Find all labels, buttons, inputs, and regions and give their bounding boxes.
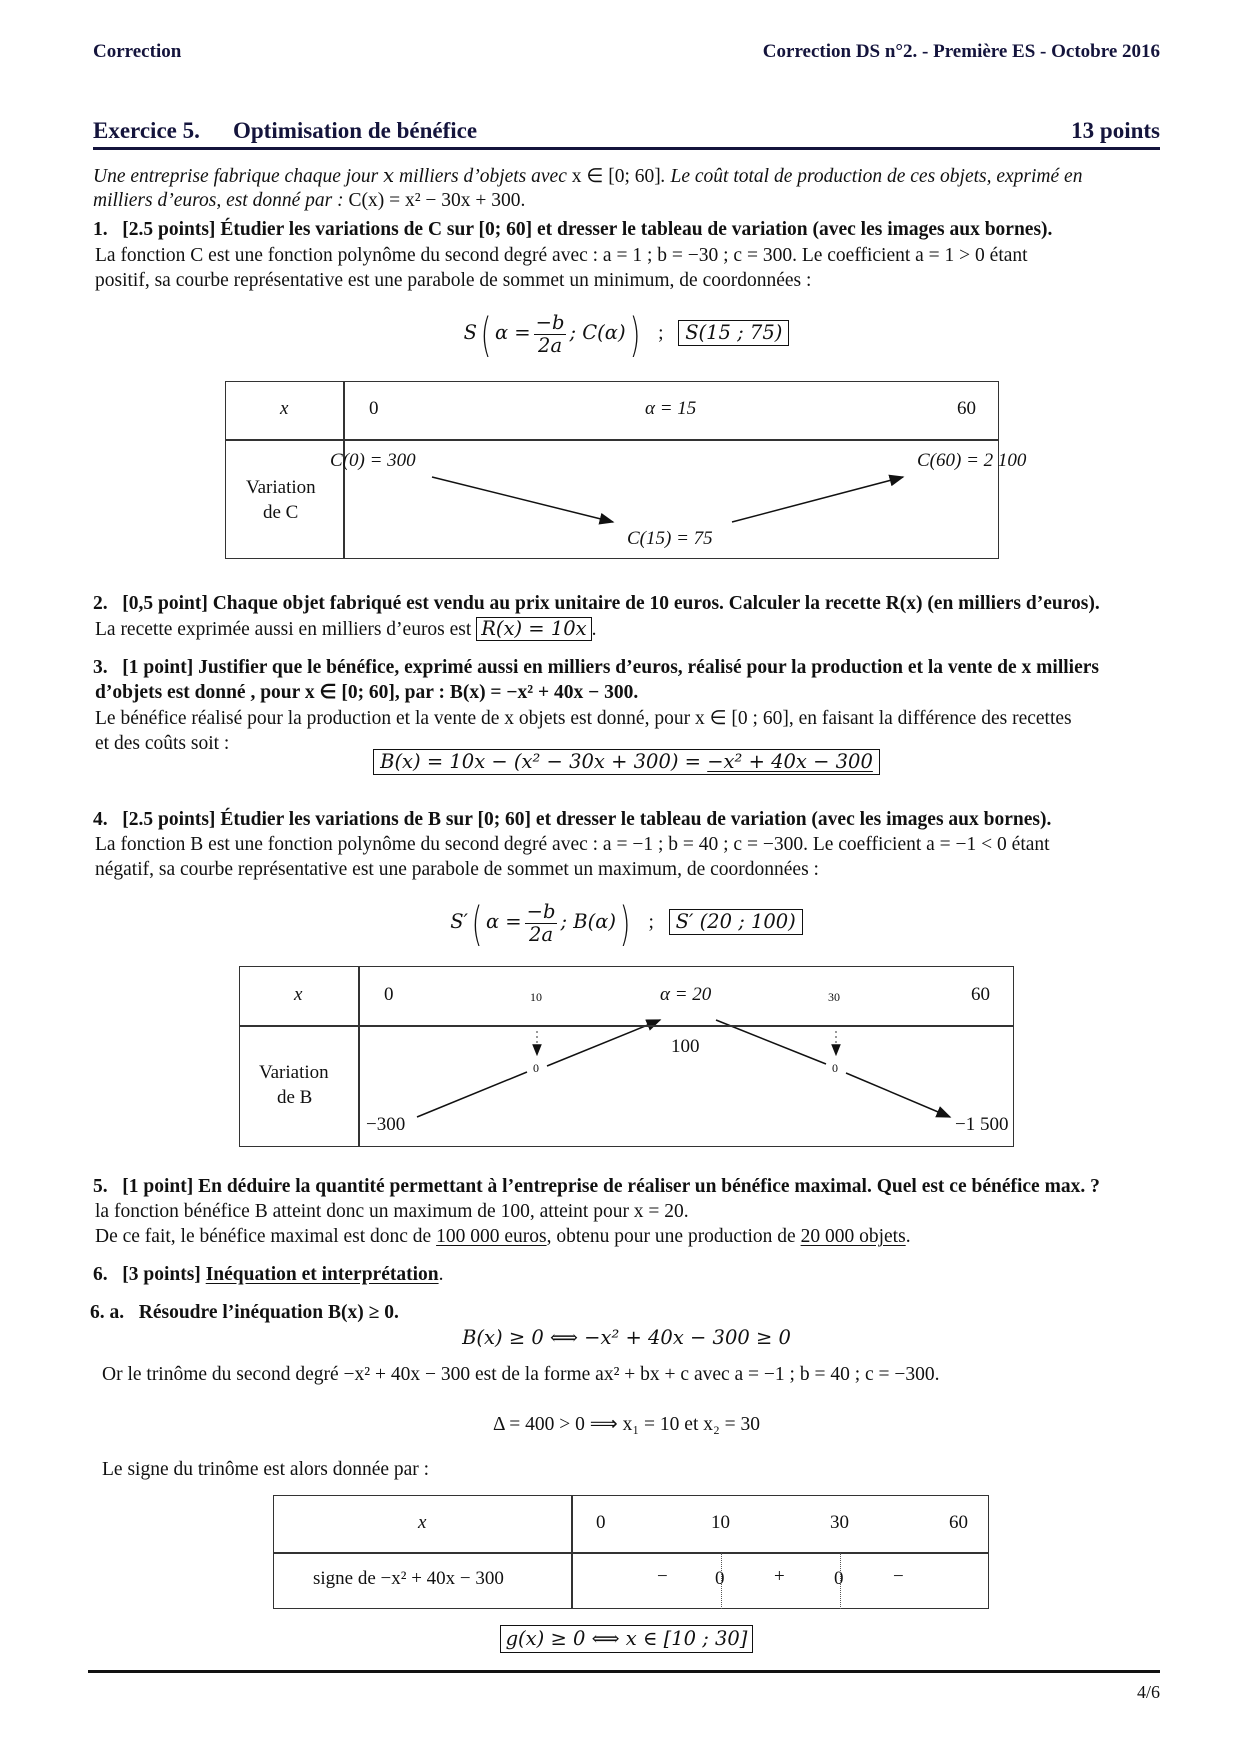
q2-question-text: Chaque objet fabriqué est vendu au prix unitaire de 10 euros. Calculer la recette R(x) (en milliers d’euros).: [212, 593, 1100, 614]
q6-equivalence: B(x) ≥ 0 ⟺ −x² + 40x − 300 ≥ 0: [462, 1326, 791, 1349]
table-b-max: 100: [671, 1036, 700, 1057]
sign-minus-1: −: [657, 1566, 668, 1587]
intro-var: x: [383, 164, 395, 187]
paren-open-icon: (: [471, 896, 483, 951]
q4-answer-1: La fonction B est une fonction polynôme du second degré avec : a = −1 ; b = 40 ; c = −300. Le coefficient a = −1 < 0 étant: [95, 834, 1050, 855]
table-b-x60: 60: [971, 984, 990, 1005]
q1-points: [2.5 points]: [122, 219, 216, 240]
table-b-x0: 0: [384, 984, 394, 1005]
q3-formula: [93, 749, 1160, 775]
q3-answer-2: et des coûts soit :: [95, 733, 230, 754]
table-b-start: −300: [366, 1114, 406, 1135]
q2-answer-text: La recette exprimée aussi en milliers d’euros est: [95, 619, 472, 640]
q4-points: [2.5 points]: [122, 809, 216, 830]
vertex-b-alpha: ; B(α): [560, 910, 616, 933]
table-c-x60: 60: [957, 398, 976, 419]
q6-delta-line: Δ = 400 > 0 ⟹ x₁ = 10 et x₂ = 30: [492, 1414, 761, 1435]
exercise-number: Exercice 5.: [93, 118, 200, 143]
q1-answer-1: La fonction C est une fonction polynôme du second degré avec : a = 1 ; b = −30 ; c = 300. Le coefficient a = 1 > 0 étant: [95, 245, 1028, 266]
sign-zero-1: 0: [715, 1568, 725, 1589]
q6-heading: [93, 1262, 1160, 1287]
q3-question-text: Justifier que le bénéfice, exprimé aussi en milliers d’euros, réalisé pour la production et la vente de x milliers: [198, 657, 1099, 678]
q5-question-text: En déduire la quantité permettant à l’entreprise de réaliser un bénéfice maximal. Quel est ce bénéfice max. ?: [198, 1176, 1100, 1197]
intro-text: milliers d’objets avec: [394, 166, 572, 187]
vertex-S-prime: S′: [450, 910, 468, 933]
sign-table-x10: 10: [711, 1512, 730, 1533]
q2-points: [0,5 point]: [122, 593, 208, 614]
header-left: Correction: [93, 41, 182, 62]
vertex-result-box: S(15 ; 75): [678, 320, 789, 346]
q6-label: 6.: [93, 1264, 108, 1285]
q5-question: [93, 1174, 1160, 1199]
table-c-start: C(0) = 300: [330, 450, 416, 471]
fraction-num: −b: [526, 900, 556, 924]
intro-text: . Le coût total de production de ces objets, exprimé en: [660, 166, 1083, 187]
table-b-zero-2: 0: [832, 1061, 838, 1075]
sign-table-row-label: signe de −x² + 40x − 300: [313, 1568, 504, 1589]
q3-points: [1 point]: [122, 657, 194, 678]
sign-zero-2: 0: [834, 1568, 844, 1589]
q2-answer: [95, 617, 1162, 642]
q6a-heading: [90, 1300, 1157, 1325]
q5-text: De ce fait, le bénéfice maximal est donc de: [95, 1226, 437, 1247]
table-c-x-label: x: [280, 398, 289, 419]
optimal-quantity: 20 000 objets: [800, 1226, 906, 1247]
sign-minus-2: −: [893, 1566, 904, 1587]
table-c-min: C(15) = 75: [627, 528, 713, 549]
paren-close-icon: ): [629, 307, 640, 362]
punct: .: [591, 619, 597, 640]
benefice-formula: B(x) = 10x − (x² − 30x + 300) =: [380, 750, 702, 773]
vertex-alpha: α =: [485, 910, 522, 933]
vertex-alpha: α =: [494, 321, 531, 344]
page-number: 4/6: [1136, 1682, 1160, 1702]
q6-points: [3 points]: [122, 1264, 201, 1285]
q4-label: 4.: [93, 809, 108, 830]
q4-answer-2: négatif, sa courbe représentative est une parabole de sommet un maximum, de coordonnées :: [95, 859, 819, 880]
q5-answer-1: la fonction bénéfice B atteint donc un maximum de 100, atteint pour x = 20.: [95, 1201, 689, 1222]
q6a-question: Résoudre l’inéquation B(x) ≥ 0.: [138, 1302, 399, 1323]
q4-vertex-formula: [93, 896, 1160, 951]
table-b-x-label: x: [294, 984, 303, 1005]
table-divider: [358, 967, 360, 1146]
q3-question-2: d’objets est donné , pour x ∈ [0; 60], par : B(x) = −x² + 40x − 300.: [95, 682, 639, 703]
q4-question-text: Étudier les variations de B sur [0; 60] et dresser le tableau de variation (avec les images aux bornes).: [220, 809, 1052, 830]
max-benefit: 100 000 euros: [436, 1226, 547, 1247]
vertex-result-box: S′ (20 ; 100): [669, 909, 803, 935]
q3-question-1: [93, 655, 1160, 680]
table-divider: [274, 1552, 988, 1554]
q1-answer-2: positif, sa courbe représentative est une parabole de sommet un minimum, de coordonnées :: [95, 270, 812, 291]
table-b-zero-1: 0: [533, 1061, 539, 1075]
q1-label: 1.: [93, 219, 108, 240]
exercise-points: 13 points: [1071, 118, 1160, 143]
intro-set: x ∈ [0; 60]: [571, 166, 661, 187]
table-c-row-label-2: de C: [263, 502, 299, 523]
table-b-row-label-2: de B: [277, 1087, 313, 1108]
q6-trinome-line: Or le trinôme du second degré −x² + 40x − 300 est de la forme ax² + bx + c avec a = −1 ; b = 40 ; c = −300.: [102, 1364, 940, 1385]
sign-plus: +: [774, 1566, 785, 1587]
separator: ;: [648, 912, 654, 933]
sign-table: [273, 1495, 989, 1609]
q5-answer-2: [95, 1224, 1162, 1249]
q6-title: Inéquation et interprétation: [205, 1264, 439, 1285]
benefice-result: −x² + 40x − 300: [707, 750, 873, 773]
solution-box: g(x) ≥ 0 ⟺ x ∈ [10 ; 30]: [500, 1625, 754, 1653]
sign-table-x60: 60: [949, 1512, 968, 1533]
table-b-xalpha: α = 20: [660, 984, 712, 1005]
q1-question-text: Étudier les variations de C sur [0; 60] et dresser le tableau de variation (avec les images aux bornes).: [220, 219, 1053, 240]
q5-text: , obtenu pour une production de: [546, 1226, 801, 1247]
footer-rule: [88, 1670, 1160, 1673]
table-c-x0: 0: [369, 398, 379, 419]
q5-label: 5.: [93, 1176, 108, 1197]
table-c-end: C(60) = 2 100: [917, 450, 1027, 471]
q6-sign-intro: Le signe du trinôme est alors donnée par :: [102, 1459, 430, 1480]
q3-label: 3.: [93, 657, 108, 678]
q2-label: 2.: [93, 593, 108, 614]
vertex-S: S: [463, 321, 477, 344]
fraction-den: 2a: [538, 334, 563, 358]
separator: ;: [658, 323, 664, 344]
vertex-c-alpha: ; C(α): [569, 321, 626, 344]
table-c-xalpha: α = 15: [645, 398, 697, 419]
q4-question: [93, 807, 1160, 832]
table-divider: [571, 1496, 573, 1608]
exercise-title: Optimisation de bénéfice: [233, 118, 478, 143]
paren-close-icon: ): [619, 896, 631, 951]
intro-text: milliers d’euros, est donné par :: [93, 190, 349, 211]
benefice-formula-box: [373, 749, 880, 775]
table-b-row-label-1: Variation: [259, 1062, 329, 1083]
dotted-line: [840, 1553, 841, 1609]
sign-table-x0: 0: [596, 1512, 606, 1533]
recette-box: R(x) = 10x: [476, 617, 591, 641]
sign-table-x30: 30: [830, 1512, 849, 1533]
q6-conclusion: [93, 1625, 1160, 1653]
paren-open-icon: (: [480, 307, 492, 362]
intro-text: Une entreprise fabrique chaque jour: [93, 166, 384, 187]
table-b-end: −1 500: [955, 1114, 1009, 1135]
punct: .: [905, 1226, 911, 1247]
q6a-label: 6. a.: [90, 1302, 125, 1323]
table-c-row-label-1: Variation: [246, 477, 316, 498]
q3-answer-1: Le bénéfice réalisé pour la production et la vente de x objets est donné, pour x ∈ [0 ; 60], en faisant la différence des recettes: [95, 708, 1072, 729]
dotted-line: [721, 1553, 722, 1609]
fraction: [525, 901, 558, 946]
q5-points: [1 point]: [122, 1176, 194, 1197]
fraction-num: −b: [535, 311, 565, 335]
fraction-den: 2a: [529, 923, 554, 947]
header-right: Correction DS n°2. - Première ES - Octobre 2016: [762, 41, 1160, 62]
table-divider: [240, 1025, 1013, 1027]
punct: .: [438, 1264, 444, 1285]
sign-table-x-label: x: [418, 1512, 427, 1533]
variation-table-b: [239, 966, 1014, 1147]
table-b-x30: 30: [828, 990, 840, 1004]
cost-formula: C(x) = x² − 30x + 300.: [348, 190, 526, 211]
table-b-x10: 10: [530, 990, 542, 1004]
q2-question: [93, 591, 1160, 616]
